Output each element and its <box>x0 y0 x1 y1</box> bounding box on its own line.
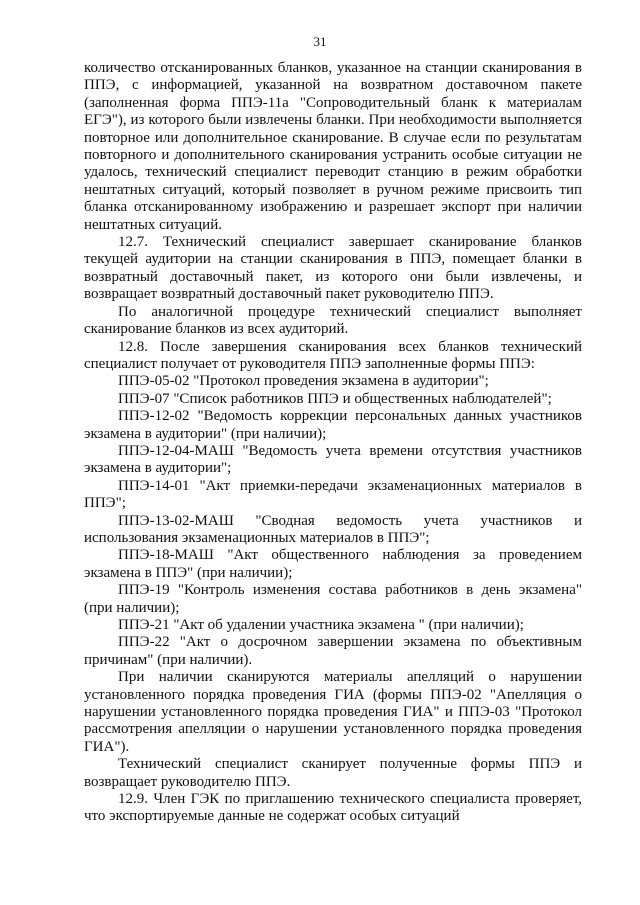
form-item-ppe-19: ППЭ-19 "Контроль изменения состава работников в день экзамена" (при наличии); <box>84 582 582 616</box>
paragraph-all-auditoriums: По аналогичной процедуре технический специалист выполняет сканирование бланков из всех аудиторий. <box>84 303 582 338</box>
paragraph-12-9: 12.9. Член ГЭК по приглашению технического специалиста проверяет, что экспортируемые данные не содержат особых ситуаций <box>84 791 582 825</box>
paragraph-scan-forms-return: Технический специалист сканирует полученные формы ППЭ и возвращает руководителю ППЭ. <box>84 756 582 790</box>
paragraph-12-8: 12.8. После завершения сканирования всех бланков технический специалист получает от руководителя ППЭ заполненные формы ППЭ: <box>84 338 582 372</box>
form-item-ppe-07: ППЭ-07 "Список работников ППЭ и общественных наблюдателей"; <box>118 390 552 407</box>
form-item-ppe-12-02: ППЭ-12-02 "Ведомость коррекции персональных данных участников экзамена в аудитории" (при наличии); <box>84 408 582 442</box>
form-item-ppe-18-mash: ППЭ-18-МАШ "Акт общественного наблюдения за проведением экзамена в ППЭ" (при наличии); <box>84 547 582 581</box>
form-item-ppe-14-01: ППЭ-14-01 "Акт приемки-передачи экзаменационных материалов в ППЭ"; <box>84 477 582 512</box>
paragraph-scan-count-check: количество отсканированных бланков, указанное на станции сканирования в ППЭ, с информацией, указанной на возвратном доставочном пакете (заполненная форма ППЭ-11а "Сопроводительный бланк к материалам ЕГЭ"), из которого были извлечены бланки. При необходимости выполняется повторное или дополнительное сканирование. В случае если по результатам повторного и дополнительного сканирования устранить особые ситуации не удалось, технический специалист переводит станцию в режим обработки нештатных ситуаций, который позволяет в ручном режиме присвоить тип бланка отсканированному изображению и разрешает экспорт при наличии нештатных ситуаций. <box>84 60 582 233</box>
paragraph-12-7: 12.7. Технический специалист завершает сканирование бланков текущей аудитории на станции сканирования в ППЭ, помещает бланки в возвратный доставочный пакет, из которого они были извлечены, и возвращает возвратный доставочный пакет руководителю ППЭ. <box>84 234 582 303</box>
form-item-ppe-05-02: ППЭ-05-02 "Протокол проведения экзамена в аудитории"; <box>118 373 489 390</box>
page-number: 31 <box>313 34 327 49</box>
form-item-ppe-22: ППЭ-22 "Акт о досрочном завершении экзамена по объективным причинам" (при наличии). <box>84 634 582 668</box>
form-item-ppe-13-02-mash: ППЭ-13-02-МАШ "Сводная ведомость учета участников и использования экзаменационных материалов в ППЭ"; <box>84 512 582 546</box>
paragraph-appeals: При наличии сканируются материалы апелляций о нарушении установленного порядка проведения ГИА (формы ППЭ-02 "Апелляция о нарушении установленного порядка проведения ГИА" и ППЭ-03 "Протокол рассмотрения апелляции о нарушении установленного порядка проведения ГИА"). <box>84 669 582 755</box>
form-item-ppe-12-04-mash: ППЭ-12-04-МАШ "Ведомость учета времени отсутствия участников экзамена в аудитории"; <box>84 442 582 477</box>
form-item-ppe-21: ППЭ-21 "Акт об удалении участника экзамена " (при наличии); <box>118 617 524 633</box>
document-body <box>84 60 582 826</box>
